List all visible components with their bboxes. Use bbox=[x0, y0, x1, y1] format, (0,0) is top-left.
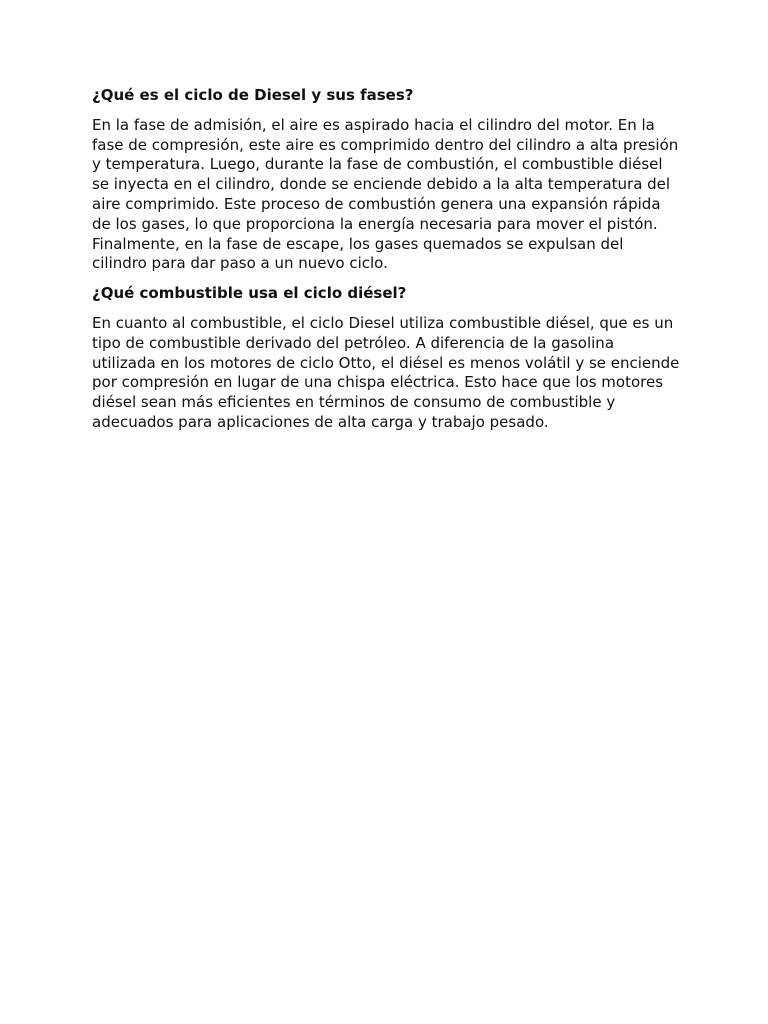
section-heading-diesel-cycle: ¿Qué es el ciclo de Diesel y sus fases? bbox=[92, 86, 414, 104]
section-paragraph-diesel-cycle: En la fase de admisión, el aire es aspirado hacia el cilindro del motor. En la fase de compresión, este aire es comprimido dentro del cilindro a alta presión y temperatura. Luego, durante la fase de combustión, el combustible diésel se inyecta en el cilindro, donde se enciende debido a la alta temperatura del aire comprimido. Este proceso de combustión genera una expansión rápida de los gases, lo que proporciona la energía necesaria para mover el pistón. Finalmente, en la fase de escape, los gases quemados se expulsan del cilindro para dar paso a un nuevo ciclo. bbox=[92, 115, 679, 273]
section-paragraph-diesel-fuel: En cuanto al combustible, el ciclo Diesel utiliza combustible diésel, que es un tipo de combustible derivado del petróleo. A diferencia de la gasolina utilizada en los motores de ciclo Otto, el diésel es menos volátil y se enciende por compresión en lugar de una chispa eléctrica. Esto hace que los motores diésel sean más eficientes en términos de consumo de combustible y adecuados para aplicaciones de alta carga y trabajo pesado. bbox=[92, 313, 680, 431]
document-page bbox=[92, 86, 682, 443]
section-heading-diesel-fuel: ¿Qué combustible usa el ciclo diésel? bbox=[92, 284, 407, 303]
